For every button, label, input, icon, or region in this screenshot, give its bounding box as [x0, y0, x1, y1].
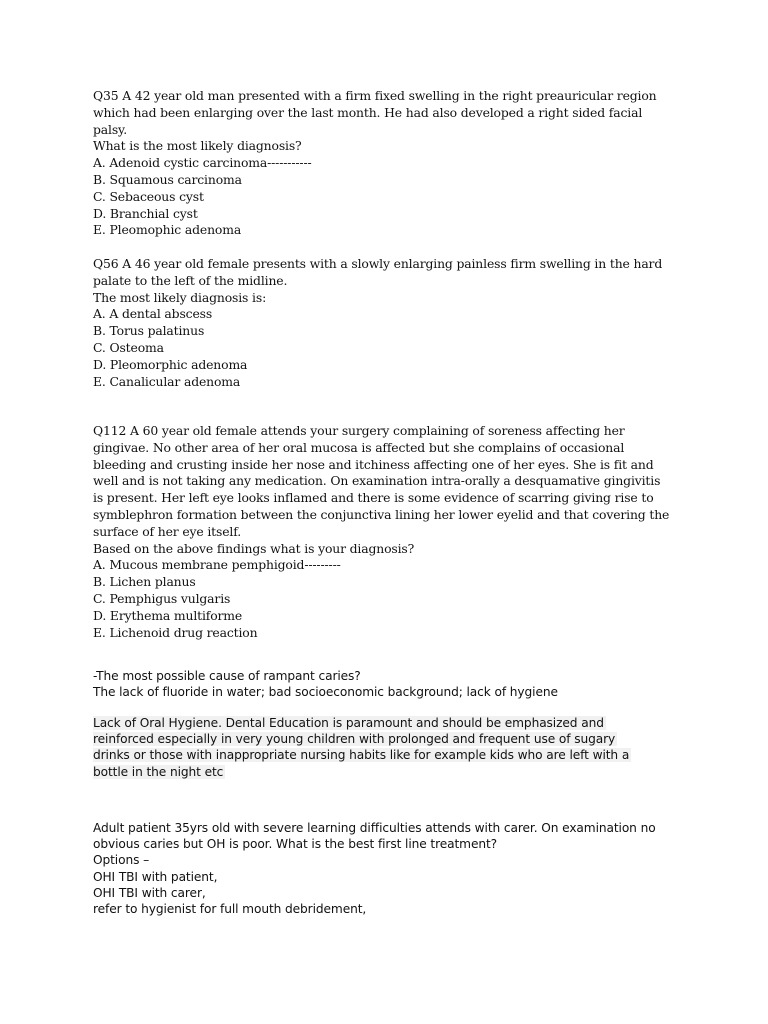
- q35-stem-line: palsy.: [93, 121, 128, 137]
- question-q35: [93, 88, 657, 239]
- highlighted-answer: [93, 715, 678, 780]
- q112-option-b: B. Lichen planus: [93, 574, 196, 590]
- q56-option-b: B. Torus palatinus: [93, 323, 205, 339]
- q112-stem-line: bleeding and crusting inside her nose and itchiness affecting one of her eyes. She is fit and: [93, 456, 654, 472]
- adult-stem-line: obvious caries but OH is poor. What is the best first line treatment?: [93, 837, 498, 852]
- q112-option-a: A. Mucous membrane pemphigoid---------: [93, 557, 341, 573]
- q112-stem-line: surface of her eye itself.: [93, 523, 241, 539]
- q56-stem-line: Q56 A 46 year old female presents with a slowly enlarging painless firm swelling in the hard: [93, 256, 663, 271]
- q35-stem-line: which had been enlarging over the last month. He had also developed a right sided facial: [93, 104, 643, 120]
- q112-stem-line: symblephron formation between the conjunctiva lining her lower eyelid and that covering the: [93, 506, 670, 522]
- q56-option-a: A. A dental abscess: [93, 306, 213, 322]
- adult-option: refer to hygienist for full mouth debridement,: [93, 902, 367, 917]
- adult-option: OHI TBI with carer,: [93, 885, 206, 900]
- q112-stem-line: Q112 A 60 year old female attends your surgery complaining of soreness affecting her: [93, 423, 625, 438]
- q112-prompt: Based on the above findings what is your diagnosis?: [93, 540, 415, 556]
- q35-prompt: What is the most likely diagnosis?: [93, 138, 302, 154]
- caries-answer: The lack of fluoride in water; bad socioeconomic background; lack of hygiene: [93, 685, 558, 700]
- q35-option-c: C. Sebaceous cyst: [93, 188, 204, 204]
- question-q112: [93, 423, 669, 641]
- q112-option-c: C. Pemphigus vulgaris: [93, 590, 231, 606]
- q56-option-c: C. Osteoma: [93, 339, 164, 355]
- caries-question: -The most possible cause of rampant caries?: [93, 669, 361, 683]
- q35-option-e: E. Pleomophic adenoma: [93, 222, 242, 238]
- q35-option-a: A. Adenoid cystic carcinoma-----------: [93, 155, 312, 171]
- q35-option-b: B. Squamous carcinoma: [93, 171, 242, 187]
- answer-line-text: drinks or those with inappropriate nursing habits like for example kids who are left with a: [93, 748, 630, 763]
- q112-stem-line: well and is not taking any medication. On examination intra-orally a desquamative gingivitis: [93, 473, 661, 489]
- q35-stem-line: Q35 A 42 year old man presented with a firm fixed swelling in the right preauricular region: [93, 88, 657, 103]
- q112-stem-line: is present. Her left eye looks inflamed and there is some evidence of scarring giving rise to: [93, 490, 654, 506]
- question-adult-patient: [93, 820, 656, 917]
- answer-line: [93, 747, 678, 763]
- answer-line-text: Lack of Oral Hygiene. Dental Education is paramount and should be emphasized and: [93, 716, 604, 730]
- q112-option-e: E. Lichenoid drug reaction: [93, 624, 258, 640]
- q56-prompt: The most likely diagnosis is:: [93, 289, 267, 305]
- q56-option-e: E. Canalicular adenoma: [93, 373, 241, 389]
- answer-line-text: bottle in the night etc: [93, 764, 224, 779]
- q56-option-d: D. Pleomorphic adenoma: [93, 356, 248, 372]
- q35-option-d: D. Branchial cyst: [93, 205, 198, 221]
- adult-options-heading: Options –: [93, 853, 150, 868]
- q56-stem-line: palate to the left of the midline.: [93, 272, 288, 288]
- answer-line-text: reinforced especially in very young children with prolonged and frequent use of sugary: [93, 732, 616, 747]
- q112-option-d: D. Erythema multiforme: [93, 607, 243, 623]
- answer-line: [93, 731, 678, 747]
- question-q56: [93, 256, 662, 390]
- question-rampant-caries: [93, 668, 558, 700]
- q112-stem-line: gingivae. No other area of her oral mucosa is affected but she complains of occasional: [93, 439, 625, 455]
- answer-line: [93, 715, 678, 731]
- adult-stem-line: Adult patient 35yrs old with severe learning difficulties attends with carer. On examination no: [93, 821, 656, 835]
- answer-line: [93, 764, 678, 780]
- adult-option: OHI TBI with patient,: [93, 869, 218, 884]
